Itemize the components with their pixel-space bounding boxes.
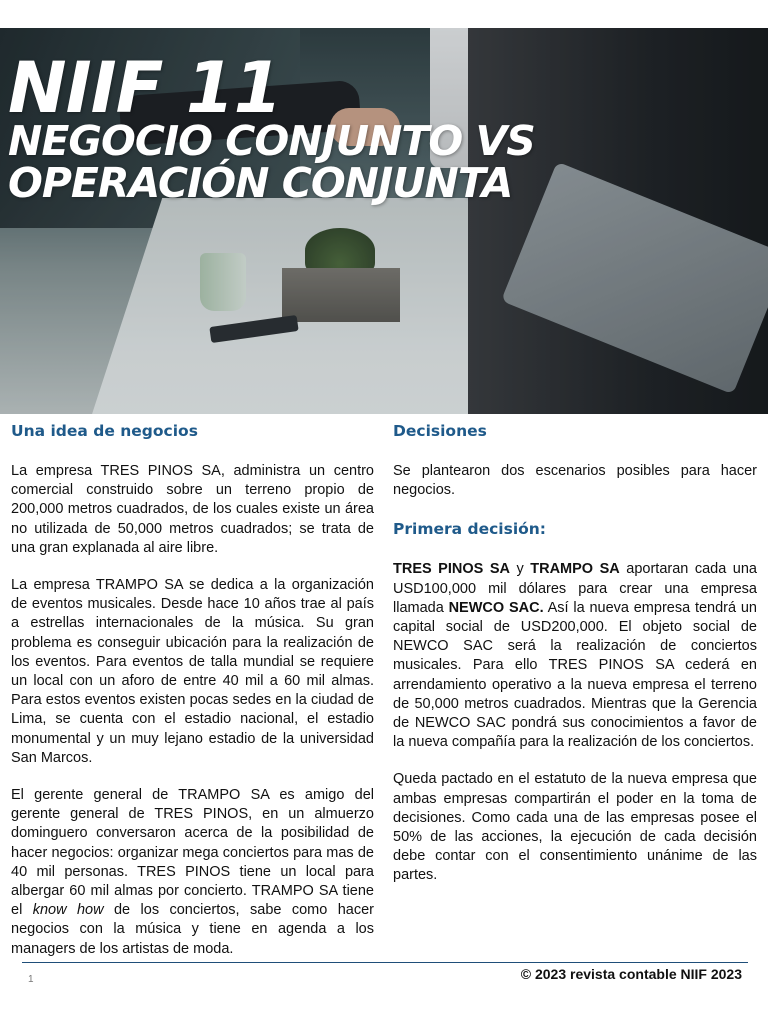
- section-heading-primera-decision: Primera decisión:: [393, 520, 547, 539]
- page-title: NIIF 11: [8, 47, 282, 129]
- paragraph-escenarios: Se plantearon dos escenarios posibles para hacer negocios.: [393, 463, 757, 499]
- page-number: 1: [28, 974, 34, 985]
- paragraph-tres-pinos: La empresa TRES PINOS SA, administra un centro comercial construido sobre un terreno propio de 200,000 metros cuadrados, de los cuales existe un área no utilizada de 50,000 metros cuadrados; se trata de una gran explanada al aire libre.: [11, 463, 374, 556]
- paragraph-estatuto: Queda pactado en el estatuto de la nueva empresa que ambas empresas compartirán el poder en la toma de decisiones. Como cada una de las empresas posee el 50% de las acciones, la ejecución de cada decisión debe contar con el consentimiento unánime de las partes.: [393, 771, 757, 884]
- left-column: [11, 420, 374, 959]
- know-how-emphasis: know how: [32, 902, 104, 919]
- company-tres-pinos: TRES PINOS SA: [393, 561, 510, 578]
- company-newco: NEWCO SAC.: [448, 599, 544, 616]
- page-subtitle: [8, 117, 535, 207]
- company-trampo: TRAMPO SA: [530, 561, 620, 578]
- paragraph-trampo: La empresa TRAMPO SA se dedica a la organización de eventos musicales. Desde hace 10 años trae al país a estrellas internacionales de la música. Su gran problema es conseguir ubicación para la realización de los eventos. Para eventos de talla mundial se requiere un local con un aforo de entre 40 mil a 60 mil almas. Para estos eventos existen pocas sedes en la ciudad de Lima, se cuenta con el estadio nacional, el estadio monumental y un muy lejano estadio de la universidad San Marcos.: [11, 577, 374, 766]
- subtitle-line-2: OPERACIÓN CONJUNTA: [8, 159, 513, 207]
- conjunction: y: [509, 561, 531, 578]
- paragraph-primera-part-1: aportaran cada una USD100,000 mil dólares para crear una empresa llamada: [393, 561, 758, 616]
- paragraph-primera-decision: [393, 560, 757, 752]
- paragraph-gerentes-part-2: de los conciertos, sabe como hacer negocios con la música y tiene en agenda a los managers de los artistas de moda.: [11, 902, 374, 957]
- section-heading-idea: Una idea de negocios: [11, 422, 198, 440]
- subtitle-line-1: NEGOCIO CONJUNTO VS: [8, 117, 535, 165]
- paragraph-gerentes-part-1: El gerente general de TRAMPO SA es amigo del gerente general de TRES PINOS, en un almuerzo dominguero conversaron acerca de la posibilidad de hacer negocios: organizar mega conciertos para mas de 40 mil personas. TRES PINOS tiene un local para albergar 60 mil almas por concierto. TRAMPO SA tiene el: [11, 787, 374, 919]
- copyright-notice: © 2023 revista contable NIIF 2023: [520, 966, 742, 982]
- right-column: [393, 420, 757, 886]
- paragraph-primera-part-2: Así la nueva empresa tendrá un capital social de USD200,000. El objeto social de NEWCO SAC será la realización de conciertos musicales. Para ello TRES PINOS SA cederá en arrendamiento operativo a la nueva empresa el terreno de 50,000 metros cuadrados. Mientras que la Gerencia de NEWCO SAC pondrá sus conocimientos a favor de la nueva compañía para la realización de los conciertos.: [393, 599, 757, 751]
- footer-divider: [22, 962, 748, 963]
- paragraph-gerentes: [11, 786, 374, 959]
- section-heading-decisiones: Decisiones: [393, 422, 487, 440]
